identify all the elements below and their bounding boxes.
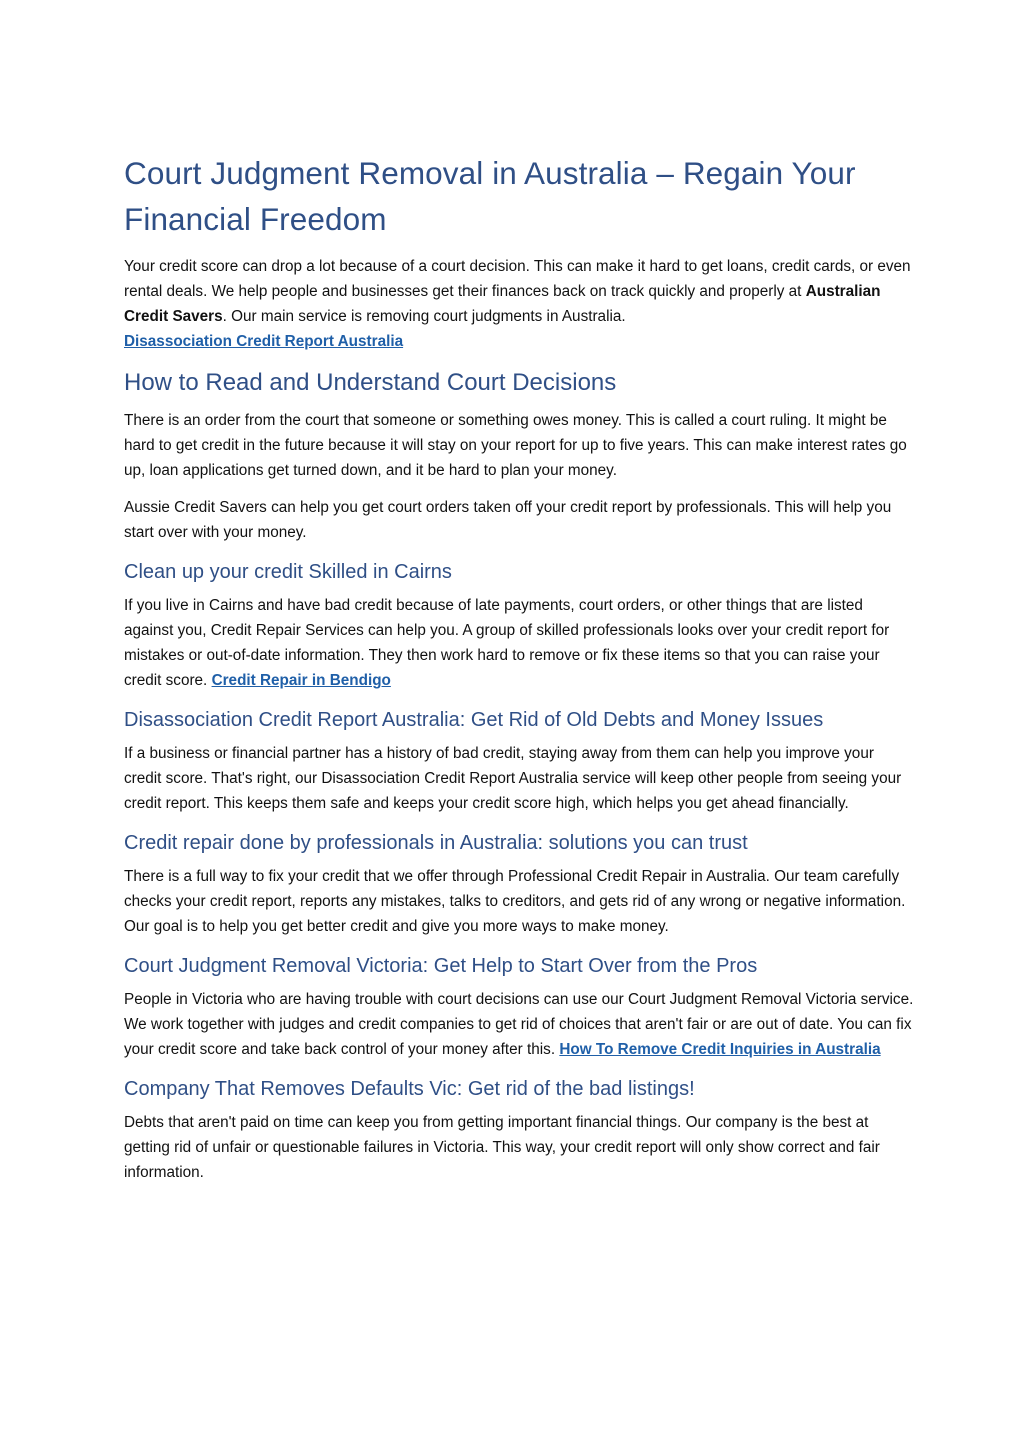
intro-text-after: . Our main service is removing court judgments in Australia. bbox=[222, 308, 626, 325]
cairns-text: If you live in Cairns and have bad credit because of late payments, court orders, or other things that are listed against you, Credit Repair Services can help you. A group of skilled professionals looks over your credit report for mistakes or out-of-date information. They then work hard to remove or fix these items so that you can raise your credit score. bbox=[124, 597, 890, 689]
defaults-vic-paragraph: Debts that aren't paid on time can keep you from getting important financial things. Our company is the best at getting rid of unfair or questionable failures in Victoria. This way, your credit report will only show correct and fair information. bbox=[124, 1114, 880, 1181]
page-title: Court Judgment Removal in Australia – Regain Your Financial Freedom bbox=[124, 155, 856, 237]
victoria-paragraph bbox=[124, 987, 914, 1062]
document-page bbox=[124, 150, 914, 1197]
disassociation-paragraph: If a business or financial partner has a history of bad credit, staying away from them can help you improve your credit score. That's right, our Disassociation Credit Report Australia service will keep other people from seeing your credit report. This keeps them safe and keeps your credit score high, which helps you get ahead financially. bbox=[124, 745, 902, 812]
credit-repair-bendigo-link[interactable]: Credit Repair in Bendigo bbox=[211, 672, 391, 689]
section-heading-defaults-vic: Company That Removes Defaults Vic: Get rid of the bad listings! bbox=[124, 1078, 695, 1100]
intro-paragraph bbox=[124, 254, 914, 354]
court-decisions-paragraph-1: There is an order from the court that someone or something owes money. This is called a court ruling. It might be hard to get credit in the future because it will stay on your report for up to five years. This can make interest rates go up, loan applications get turned down, and it be hard to plan your money. bbox=[124, 412, 907, 479]
section-heading-victoria: Court Judgment Removal Victoria: Get Help to Start Over from the Pros bbox=[124, 955, 758, 977]
disassociation-link[interactable]: Disassociation Credit Report Australia bbox=[124, 333, 404, 350]
professional-repair-paragraph: There is a full way to fix your credit that we offer through Professional Credit Repair in Australia. Our team carefully checks your credit report, reports any mistakes, talks to creditors, and gets rid of any wrong or negative information. Our goal is to help you get better credit and give you more ways to make money. bbox=[124, 868, 906, 935]
section-heading-professional-repair: Credit repair done by professionals in Australia: solutions you can trust bbox=[124, 832, 748, 854]
victoria-text: People in Victoria who are having trouble with court decisions can use our Court Judgment Removal Victoria service. We work together with judges and credit companies to get rid of choices that aren't fair or are out of date. You can fix your credit score and take back control of your money after this. bbox=[124, 991, 914, 1058]
court-decisions-paragraph-2: Aussie Credit Savers can help you get court orders taken off your credit report by professionals. This will help you start over with your money. bbox=[124, 499, 892, 541]
remove-credit-inquiries-link[interactable]: How To Remove Credit Inquiries in Australia bbox=[559, 1041, 881, 1058]
section-heading-cairns: Clean up your credit Skilled in Cairns bbox=[124, 561, 452, 583]
intro-text-before: Your credit score can drop a lot because of a court decision. This can make it hard to get loans, credit cards, or even rental deals. We help people and businesses get their finances back on track quickly and properly at bbox=[124, 258, 911, 300]
cairns-paragraph bbox=[124, 593, 914, 693]
section-heading-disassociation: Disassociation Credit Report Australia: Get Rid of Old Debts and Money Issues bbox=[124, 709, 824, 731]
intro-brand-name: Australian Credit Savers bbox=[124, 283, 881, 325]
section-heading-court-decisions: How to Read and Understand Court Decisions bbox=[124, 369, 617, 396]
